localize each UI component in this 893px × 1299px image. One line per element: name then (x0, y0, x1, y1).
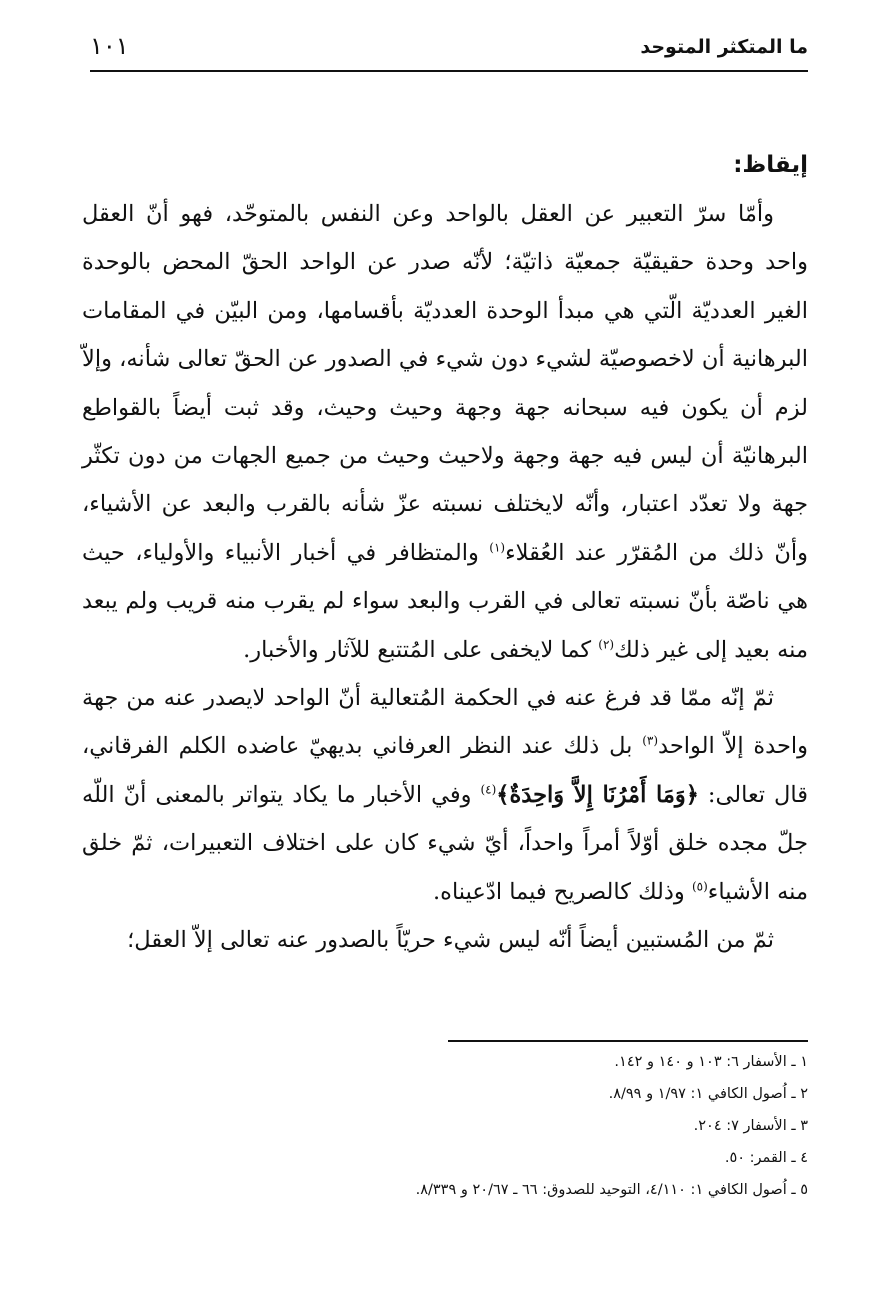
footnote-4: ٤ ـ القمر: ٥٠. (724, 1150, 808, 1166)
running-header (90, 32, 808, 66)
paragraph-2 (82, 674, 808, 916)
paragraph-1 (82, 190, 808, 674)
paragraph-text: بل ذلك عند النظر العرفاني بديهيّ عاضده الكلم الفرقاني، قال تعالى: (82, 733, 808, 808)
main-text (82, 140, 808, 965)
footnote-2: ٢ ـ اُصول الكافي ١: ١/٩٧ و ٨/٩٩. (608, 1086, 808, 1102)
footnote-separator (448, 1040, 808, 1042)
paragraph-text: ثمّ إنّه ممّا قد فرغ عنه في الحكمة المُتعالية أنّ الواحد لايصدر عنه من جهة واحدة إلاّ الواحد (82, 685, 808, 760)
footnotes (90, 1046, 808, 1206)
footnote-1: ١ ـ الأسفار ٦: ١٠٣ و ١٤٠ و ١٤٢. (614, 1054, 808, 1070)
footnote-5: ٥ ـ اُصول الكافي ١: ٤/١١٠، التوحيد للصدوق: ٦٦ ـ ٢٠/٦٧ و ٨/٣٣٩. (415, 1182, 808, 1198)
paragraph-text: وأمّا سرّ التعبير عن العقل بالواحد وعن النفس بالمتوحّد، فهو أنّ العقل واحد وحدة حقيقيّة جمعيّة ذاتيّة؛ لأنّه صدر عن الواحد الحقّ المحض بالوحدة الغير العدديّة الّتي هي مبدأ الوحدة العدديّة بأقسامها، ومن البيّن في المقامات البرهانية أن لاخصوصيّة لشيء دون شيء في الصدور عن الحقّ تعالى شأنه، وإلاّ لزم أن يكون فيه سبحانه جهة وجهة وحيث وحيث، وقد ثبت أيضاً بالقواطع البرهانيّة أن ليس فيه جهة وجهة ولاحيث وحيث من جميع الجهات من دون تكثّر جهة ولا تعدّد اعتبار، وأنّه لايختلف نسبته عزّ شأنه بالقرب والبعد عن الأشياء، وأنّ ذلك من المُقرّر عند العُقلاء (82, 201, 808, 566)
footnote-ref-5: (٥) (691, 879, 708, 894)
quran-quote: ﴿وَمَا أَمْرُنَا إِلاَّ وَاحِدَةٌ﴾ (496, 781, 699, 808)
footnote-3: ٣ ـ الأسفار ٧: ٢٠٤. (693, 1118, 808, 1134)
header-rule (90, 70, 808, 72)
paragraph-text: وفي الأخبار ما يكاد يتواتر بالمعنى أنّ اللّه جلّ مجده خلق أوّلاً أمراً واحداً، أيّ شيء كان على اختلاف التعبيرات، ثمّ خلق منه الأشياء (82, 781, 808, 905)
footnote-ref-1: (١) (489, 540, 506, 555)
footnote-ref-4: (٤) (480, 782, 497, 797)
section-heading: إيقاظ: (733, 152, 808, 178)
paragraph-3 (82, 916, 808, 964)
paragraph-text: ثمّ من المُستبين أيضاً أنّه ليس شيء حريّاً بالصدور عنه تعالى إلاّ العقل؛ (127, 927, 774, 954)
footnote-ref-3: (٣) (642, 733, 659, 748)
header-title: ما المتكثر المتوحد (640, 36, 808, 58)
paragraph-text: كما لايخفى على المُتتبع للآثار والأخبار. (243, 636, 599, 663)
footnote-ref-2: (٢) (598, 637, 615, 652)
page-number: ١٠١ (90, 32, 129, 60)
paragraph-text: وذلك كالصريح فيما ادّعيناه. (433, 878, 692, 905)
paragraph-text: والمتظافر في أخبار الأنبياء والأولياء، حيث هي ناصّة بأنّ نسبته تعالى في القرب والبعد سواء لم يقرب منه قريب ولم يبعد منه بعيد إلى غير ذلك (82, 539, 808, 663)
